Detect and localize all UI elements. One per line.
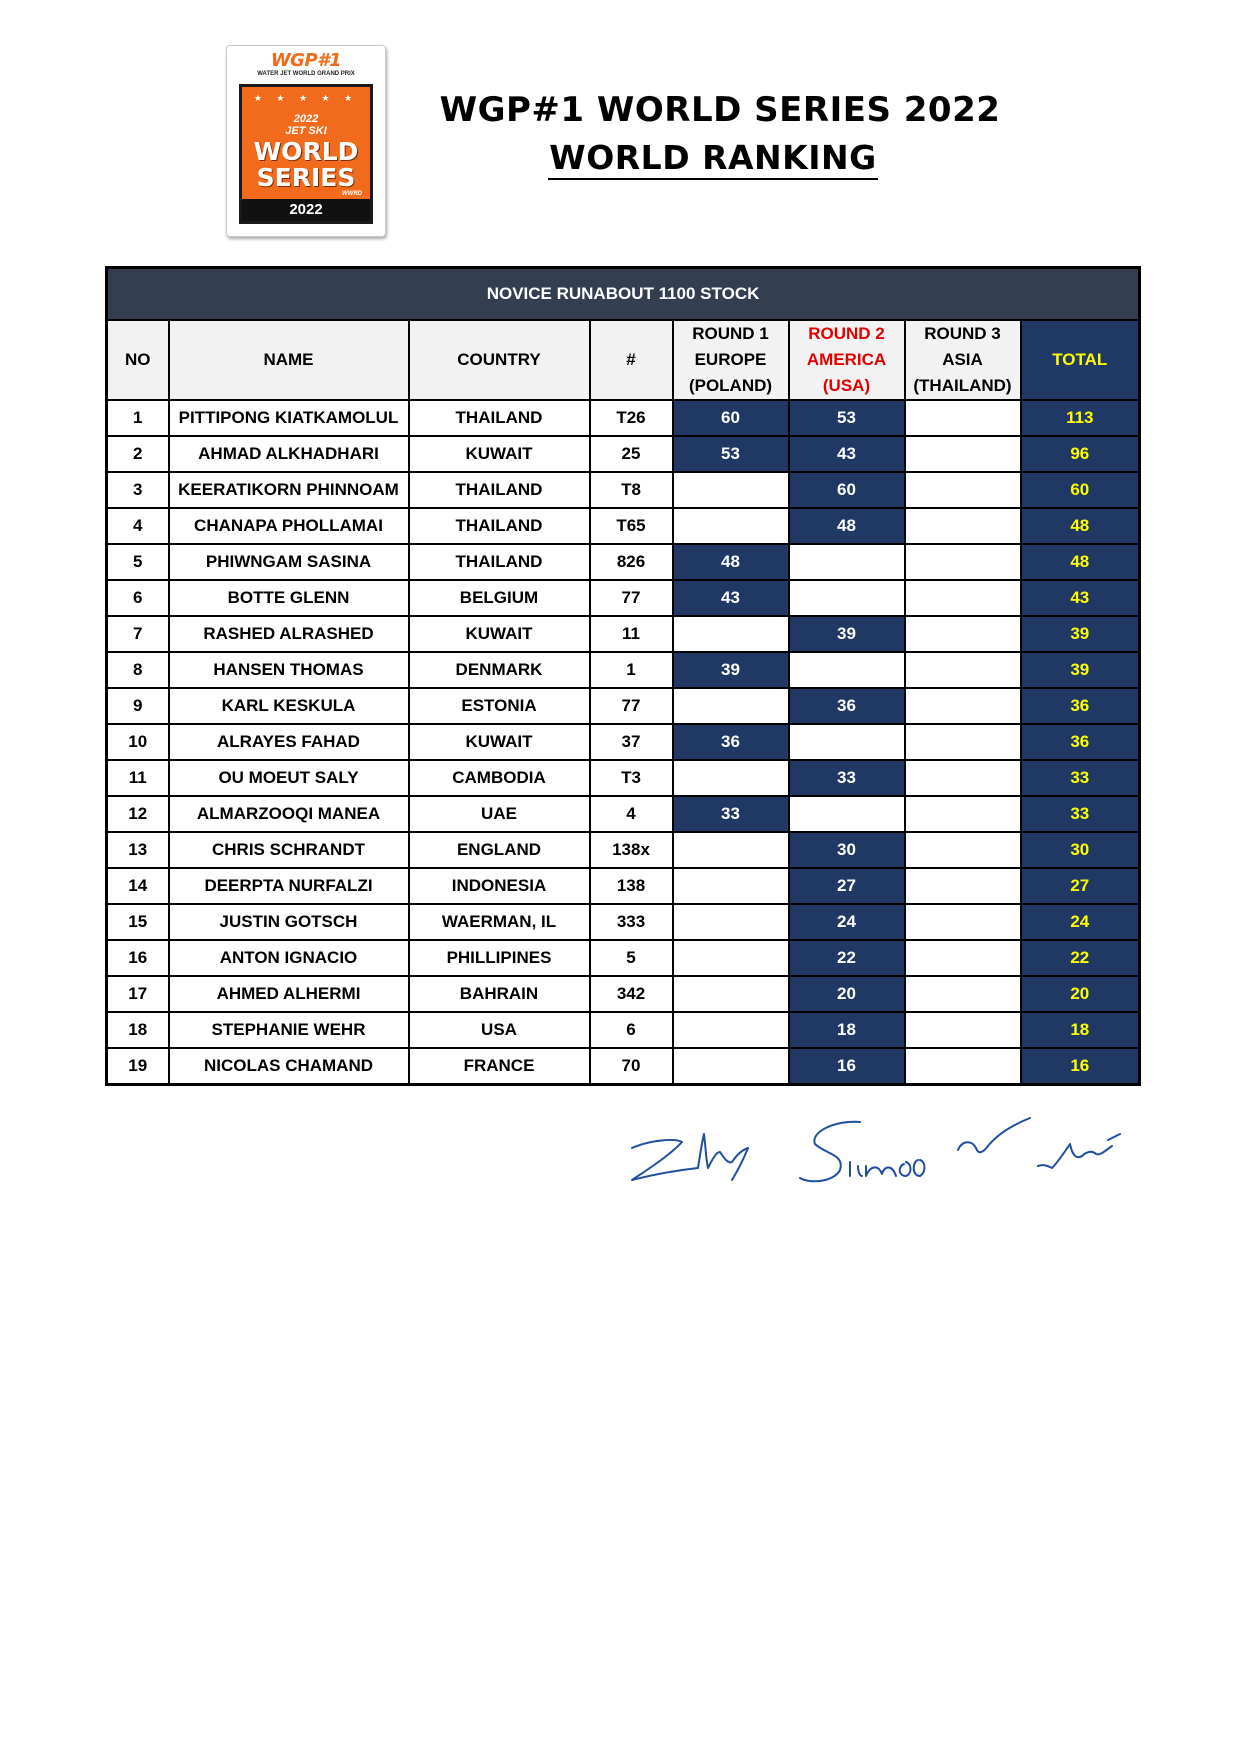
round1-label: ROUND 1 xyxy=(692,324,769,343)
logo-emblem xyxy=(239,84,373,224)
table-row xyxy=(107,580,1140,616)
rider-name: NICOLAS CHAMAND xyxy=(169,1048,409,1085)
round1-points: 36 xyxy=(673,724,789,760)
total-points: 113 xyxy=(1021,400,1140,436)
table-row xyxy=(107,796,1140,832)
race-number: 25 xyxy=(590,436,673,472)
race-number: 11 xyxy=(590,616,673,652)
table-row xyxy=(107,868,1140,904)
round2-points: 30 xyxy=(789,832,905,868)
rider-country: KUWAIT xyxy=(409,724,590,760)
race-number: 1 xyxy=(590,652,673,688)
logo-tagline: WATER JET WORLD GRAND PRIX xyxy=(257,71,355,77)
rider-country: THAILAND xyxy=(409,508,590,544)
race-number: T3 xyxy=(590,760,673,796)
rider-country: KUWAIT xyxy=(409,616,590,652)
race-number: 77 xyxy=(590,688,673,724)
total-points: 36 xyxy=(1021,724,1140,760)
col-header-total: TOTAL xyxy=(1021,320,1140,400)
rank-number: 8 xyxy=(107,652,169,688)
rank-number: 2 xyxy=(107,436,169,472)
rider-name: ANTON IGNACIO xyxy=(169,940,409,976)
round3-points xyxy=(905,652,1021,688)
logo-stars: ★ ★ ★ ★ ★ xyxy=(253,93,359,103)
round2-points: 53 xyxy=(789,400,905,436)
rider-country: THAILAND xyxy=(409,544,590,580)
rider-country: THAILAND xyxy=(409,400,590,436)
rank-number: 4 xyxy=(107,508,169,544)
round2-points: 43 xyxy=(789,436,905,472)
total-points: 39 xyxy=(1021,616,1140,652)
col-header-round2 xyxy=(789,320,905,400)
round3-points xyxy=(905,400,1021,436)
round1-points xyxy=(673,904,789,940)
total-points: 18 xyxy=(1021,1012,1140,1048)
round3-points xyxy=(905,472,1021,508)
round3-region: ASIA xyxy=(942,350,983,369)
round2-points: 24 xyxy=(789,904,905,940)
round1-points xyxy=(673,616,789,652)
round2-points: 16 xyxy=(789,1048,905,1085)
round1-points xyxy=(673,1012,789,1048)
round3-points xyxy=(905,580,1021,616)
signatures xyxy=(620,1110,1140,1220)
race-number: 77 xyxy=(590,580,673,616)
logo-series: SERIES xyxy=(256,163,356,192)
round1-points xyxy=(673,868,789,904)
logo-jet-ski: JET SKI xyxy=(285,125,327,137)
race-number: 37 xyxy=(590,724,673,760)
rider-country: FRANCE xyxy=(409,1048,590,1085)
rider-country: BAHRAIN xyxy=(409,976,590,1012)
round3-points xyxy=(905,1048,1021,1085)
rider-country: INDONESIA xyxy=(409,868,590,904)
rider-name: PHIWNGAM SASINA xyxy=(169,544,409,580)
table-row xyxy=(107,436,1140,472)
total-points: 33 xyxy=(1021,796,1140,832)
rider-name: STEPHANIE WEHR xyxy=(169,1012,409,1048)
rider-name: ALRAYES FAHAD xyxy=(169,724,409,760)
round2-points: 22 xyxy=(789,940,905,976)
logo-wwrd: WWRD xyxy=(342,191,362,197)
rider-country: THAILAND xyxy=(409,472,590,508)
rider-country: WAERMAN, IL xyxy=(409,904,590,940)
round2-label: ROUND 2 xyxy=(808,324,885,343)
round3-points xyxy=(905,688,1021,724)
round1-points: 39 xyxy=(673,652,789,688)
table-row xyxy=(107,400,1140,436)
total-points: 30 xyxy=(1021,832,1140,868)
round3-points xyxy=(905,796,1021,832)
col-header-round3 xyxy=(905,320,1021,400)
rank-number: 13 xyxy=(107,832,169,868)
table-row xyxy=(107,616,1140,652)
race-number: 5 xyxy=(590,940,673,976)
rank-number: 17 xyxy=(107,976,169,1012)
round1-points xyxy=(673,508,789,544)
total-points: 96 xyxy=(1021,436,1140,472)
rider-name: AHMAD ALKHADHARI xyxy=(169,436,409,472)
race-number: 333 xyxy=(590,904,673,940)
total-points: 27 xyxy=(1021,868,1140,904)
rider-name: RASHED ALRASHED xyxy=(169,616,409,652)
round1-points xyxy=(673,832,789,868)
table-row xyxy=(107,976,1140,1012)
round3-points xyxy=(905,832,1021,868)
table-row xyxy=(107,1012,1140,1048)
ranking-table xyxy=(105,266,1141,1086)
round1-region: EUROPE xyxy=(694,350,767,369)
table-row xyxy=(107,832,1140,868)
round1-points xyxy=(673,940,789,976)
round1-points: 33 xyxy=(673,796,789,832)
total-points: 36 xyxy=(1021,688,1140,724)
round2-points: 60 xyxy=(789,472,905,508)
round1-points: 60 xyxy=(673,400,789,436)
table-row xyxy=(107,652,1140,688)
table-row xyxy=(107,1048,1140,1085)
round3-label: ROUND 3 xyxy=(924,324,1001,343)
table-row xyxy=(107,904,1140,940)
race-number: 70 xyxy=(590,1048,673,1085)
signature-3 xyxy=(958,1118,1030,1152)
round2-points xyxy=(789,796,905,832)
race-number: 6 xyxy=(590,1012,673,1048)
total-points: 22 xyxy=(1021,940,1140,976)
round3-points xyxy=(905,724,1021,760)
rider-name: DEERPTA NURFALZI xyxy=(169,868,409,904)
round1-points xyxy=(673,472,789,508)
total-points: 48 xyxy=(1021,508,1140,544)
total-points: 39 xyxy=(1021,652,1140,688)
logo-year-small: 2022 xyxy=(293,113,319,125)
rider-country: USA xyxy=(409,1012,590,1048)
round2-points xyxy=(789,652,905,688)
table-row xyxy=(107,508,1140,544)
logo-brand-header xyxy=(235,52,377,80)
race-number: 826 xyxy=(590,544,673,580)
rank-number: 14 xyxy=(107,868,169,904)
rank-number: 10 xyxy=(107,724,169,760)
round2-country: (USA) xyxy=(822,376,871,395)
rider-country: CAMBODIA xyxy=(409,760,590,796)
rider-country: ENGLAND xyxy=(409,832,590,868)
round1-points: 53 xyxy=(673,436,789,472)
signature-4 xyxy=(1038,1134,1120,1168)
col-header-country: COUNTRY xyxy=(409,320,590,400)
col-header-name: NAME xyxy=(169,320,409,400)
round3-points xyxy=(905,940,1021,976)
table-row xyxy=(107,760,1140,796)
race-number: 342 xyxy=(590,976,673,1012)
rank-number: 5 xyxy=(107,544,169,580)
rank-number: 16 xyxy=(107,940,169,976)
round1-points xyxy=(673,760,789,796)
rank-number: 15 xyxy=(107,904,169,940)
round2-points xyxy=(789,544,905,580)
table-row xyxy=(107,544,1140,580)
total-points: 43 xyxy=(1021,580,1140,616)
signature-1 xyxy=(632,1134,748,1180)
total-points: 60 xyxy=(1021,472,1140,508)
rider-name: KEERATIKORN PHINNOAM xyxy=(169,472,409,508)
category-header: NOVICE RUNABOUT 1100 STOCK xyxy=(107,268,1140,321)
total-points: 16 xyxy=(1021,1048,1140,1085)
round3-points xyxy=(905,436,1021,472)
table-row xyxy=(107,688,1140,724)
rider-name: CHRIS SCHRANDT xyxy=(169,832,409,868)
rider-name: OU MOEUT SALY xyxy=(169,760,409,796)
total-points: 48 xyxy=(1021,544,1140,580)
rider-name: HANSEN THOMAS xyxy=(169,652,409,688)
col-header-no: NO xyxy=(107,320,169,400)
rider-name: AHMED ALHERMI xyxy=(169,976,409,1012)
table-row xyxy=(107,940,1140,976)
rank-number: 9 xyxy=(107,688,169,724)
rank-number: 19 xyxy=(107,1048,169,1085)
rider-country: KUWAIT xyxy=(409,436,590,472)
logo-world: WORLD xyxy=(253,137,359,166)
round3-points xyxy=(905,976,1021,1012)
total-points: 20 xyxy=(1021,976,1140,1012)
rank-number: 18 xyxy=(107,1012,169,1048)
race-number: T65 xyxy=(590,508,673,544)
round2-points: 27 xyxy=(789,868,905,904)
rider-name: KARL KESKULA xyxy=(169,688,409,724)
page-title: WGP#1 WORLD SERIES 2022 xyxy=(439,90,1001,130)
round1-points xyxy=(673,976,789,1012)
total-points: 33 xyxy=(1021,760,1140,796)
round1-points xyxy=(673,688,789,724)
round3-points xyxy=(905,508,1021,544)
rider-country: ESTONIA xyxy=(409,688,590,724)
col-header-round1 xyxy=(673,320,789,400)
round2-points: 18 xyxy=(789,1012,905,1048)
round2-points: 48 xyxy=(789,508,905,544)
round1-points xyxy=(673,1048,789,1085)
ranking-rows xyxy=(107,400,1140,1085)
page-subtitle: WORLD RANKING xyxy=(548,138,878,180)
wgp-world-series-logo xyxy=(226,45,386,237)
round3-points xyxy=(905,904,1021,940)
round3-points xyxy=(905,616,1021,652)
round2-points: 36 xyxy=(789,688,905,724)
rank-number: 6 xyxy=(107,580,169,616)
rider-name: ALMARZOOQI MANEA xyxy=(169,796,409,832)
round2-region: AMERICA xyxy=(806,350,887,369)
rank-number: 3 xyxy=(107,472,169,508)
round2-points: 39 xyxy=(789,616,905,652)
race-number: 4 xyxy=(590,796,673,832)
round2-points xyxy=(789,724,905,760)
rank-number: 12 xyxy=(107,796,169,832)
rank-number: 7 xyxy=(107,616,169,652)
round2-points: 33 xyxy=(789,760,905,796)
round3-points xyxy=(905,1012,1021,1048)
round2-points xyxy=(789,580,905,616)
round3-points xyxy=(905,868,1021,904)
rank-number: 11 xyxy=(107,760,169,796)
round1-points: 48 xyxy=(673,544,789,580)
table-row xyxy=(107,472,1140,508)
race-number: T26 xyxy=(590,400,673,436)
rider-name: JUSTIN GOTSCH xyxy=(169,904,409,940)
signature-2 xyxy=(800,1122,925,1181)
total-points: 24 xyxy=(1021,904,1140,940)
round3-points xyxy=(905,760,1021,796)
round3-country: (THAILAND) xyxy=(913,376,1012,395)
col-header-number: # xyxy=(590,320,673,400)
logo-year-band: 2022 xyxy=(242,199,370,221)
round1-points: 43 xyxy=(673,580,789,616)
race-number: 138x xyxy=(590,832,673,868)
rider-country: PHILLIPINES xyxy=(409,940,590,976)
rank-number: 1 xyxy=(107,400,169,436)
rider-country: UAE xyxy=(409,796,590,832)
rider-name: CHANAPA PHOLLAMAI xyxy=(169,508,409,544)
table-row xyxy=(107,724,1140,760)
race-number: 138 xyxy=(590,868,673,904)
logo-brand: WGP#1 xyxy=(270,50,342,71)
race-number: T8 xyxy=(590,472,673,508)
round1-country: (POLAND) xyxy=(688,376,773,395)
rider-name: BOTTE GLENN xyxy=(169,580,409,616)
round2-points: 20 xyxy=(789,976,905,1012)
round3-points xyxy=(905,544,1021,580)
rider-name: PITTIPONG KIATKAMOLUL xyxy=(169,400,409,436)
rider-country: BELGIUM xyxy=(409,580,590,616)
rider-country: DENMARK xyxy=(409,652,590,688)
